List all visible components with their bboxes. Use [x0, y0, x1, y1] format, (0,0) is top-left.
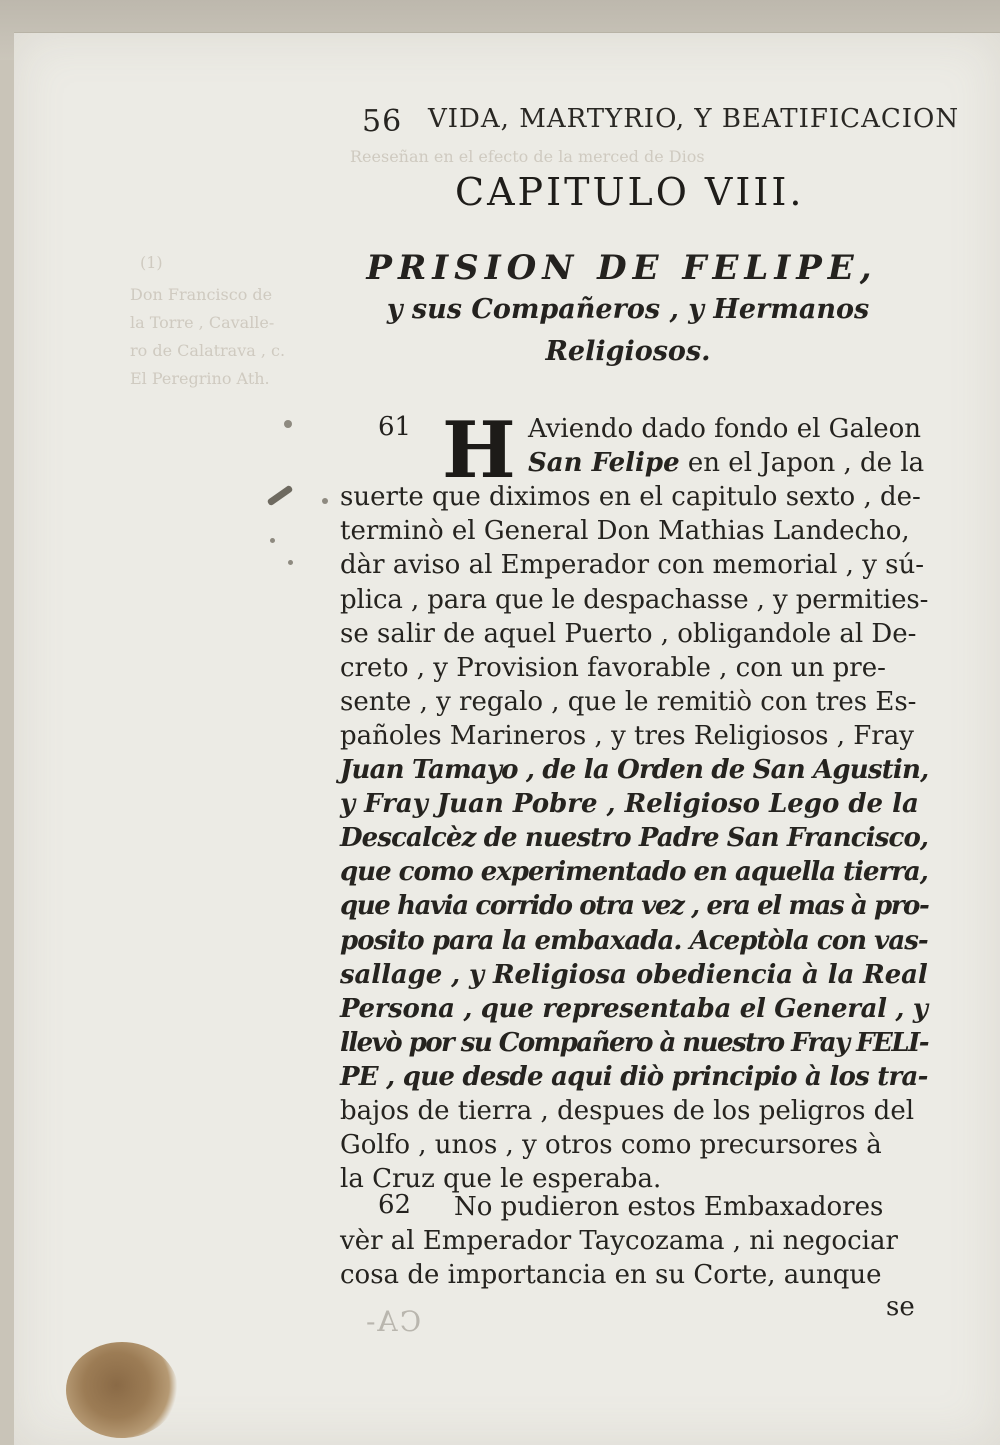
text-segment: se salir de aquel Puerto , obligandole al De- — [340, 618, 917, 649]
text-line — [340, 992, 928, 1026]
text-segment: Descalcèz de nuestro Padre San Francisco, — [340, 823, 929, 854]
text-segment: vèr al Emperador Taycozama , ni negociar — [340, 1226, 898, 1257]
show-through-text: Reeseñan en el efecto de la merced de Dios — [350, 147, 705, 166]
text-segment: bajos de tierra , despues de los peligros del — [340, 1096, 915, 1126]
show-through-text: El Peregrino Ath. — [130, 369, 270, 388]
text-segment: creto , y Provision favorable , con un pre- — [340, 652, 886, 683]
chapter-subtitle: PRISION DE FELIPE, — [366, 248, 878, 288]
text-segment: cosa de importancia en su Corte, aunque — [340, 1260, 882, 1291]
text-segment: que havia corrido otra vez , era el mas à pro- — [340, 891, 929, 922]
text-line — [340, 685, 928, 719]
text-segment: terminò el General Don Mathias Landecho, — [340, 516, 910, 547]
show-through-text: la Torre , Cavalle- — [130, 313, 275, 332]
text-segment: Golfo , unos , y otros como precursores à — [340, 1130, 882, 1161]
text-segment: que como experimentado en aquella tierra, — [340, 857, 928, 888]
running-head: VIDA, MARTYRIO, Y BEATIFICACION — [428, 104, 960, 134]
stain — [66, 1342, 178, 1438]
text-segment: y Fray Juan Pobre , Religioso Lego de la — [340, 789, 919, 820]
text-segment: en el Japon , de la — [679, 448, 925, 479]
text-line — [340, 617, 928, 651]
text-segment: San Felipe — [528, 448, 680, 479]
ink-dot — [284, 420, 292, 428]
text-segment: Aviendo dado fondo el Galeon — [528, 414, 922, 444]
text-segment: dàr aviso al Emperador con memorial , y sú- — [340, 550, 925, 581]
drop-cap: H — [442, 405, 516, 496]
text-line — [340, 480, 928, 514]
text-line — [340, 514, 928, 548]
text-segment: pañoles Marineros , y tres Religiosos , Fray — [340, 720, 914, 751]
text-line — [340, 651, 928, 685]
text-line — [340, 1026, 928, 1060]
ink-dot — [270, 538, 275, 543]
text-segment: llevò por su Compañero à nuestro Fray FELI- — [340, 1027, 928, 1058]
text-segment: sente , y regalo , que le remitiò con tres Es- — [340, 686, 917, 717]
text-line — [340, 889, 928, 923]
text-line — [340, 787, 928, 821]
text-line — [340, 855, 928, 889]
text-segment: Persona , que representaba el General , y — [340, 993, 928, 1024]
text-segment: suerte que diximos en el capitulo sexto , de- — [340, 482, 921, 513]
show-through-text: ro de Calatrava , c. — [130, 341, 286, 360]
chapter-title: CAPITULO VIII. — [455, 170, 805, 214]
text-line — [454, 1190, 928, 1224]
chapter-subtitle: y sus Compañeros , y Hermanos — [386, 294, 870, 325]
text-line — [340, 753, 928, 787]
show-through-text: Don Francisco de — [130, 285, 273, 304]
text-line — [340, 719, 928, 753]
text-segment: posito para la embaxada. Aceptòla con vas- — [340, 925, 928, 956]
text-line — [340, 583, 928, 617]
text-segment: PE , que desde aqui diò principio à los tra- — [340, 1061, 928, 1092]
text-line — [340, 1224, 928, 1258]
text-segment: Juan Tamayo , de la Orden de San Agustin, — [340, 755, 929, 785]
text-line — [340, 1060, 928, 1094]
text-segment: plica , para que le despachasse , y permities- — [340, 584, 929, 615]
ink-dot — [322, 498, 328, 504]
text-segment: sallage , y Religiosa obediencia à la Real — [340, 959, 928, 990]
text-line — [340, 548, 928, 582]
show-through-text: (1) — [140, 253, 163, 272]
text-segment: la Cruz que le esperaba. — [340, 1164, 662, 1195]
page-number: 56 — [362, 104, 403, 139]
text-line — [340, 821, 928, 855]
signature-mark: CA- — [364, 1305, 422, 1338]
text-line — [340, 1094, 928, 1128]
chapter-subtitle: Religiosos. — [545, 336, 711, 367]
text-line — [340, 1128, 928, 1162]
text-segment: No pudieron estos Embaxadores — [454, 1192, 884, 1222]
paragraph-number: 62 — [378, 1190, 412, 1220]
text-line — [340, 1258, 928, 1292]
ink-dot — [288, 560, 293, 565]
catchword: se — [886, 1292, 915, 1322]
text-line — [528, 412, 928, 446]
paragraph-number: 61 — [378, 412, 412, 442]
text-line — [340, 924, 928, 958]
text-line — [528, 446, 928, 480]
text-line — [340, 958, 928, 992]
